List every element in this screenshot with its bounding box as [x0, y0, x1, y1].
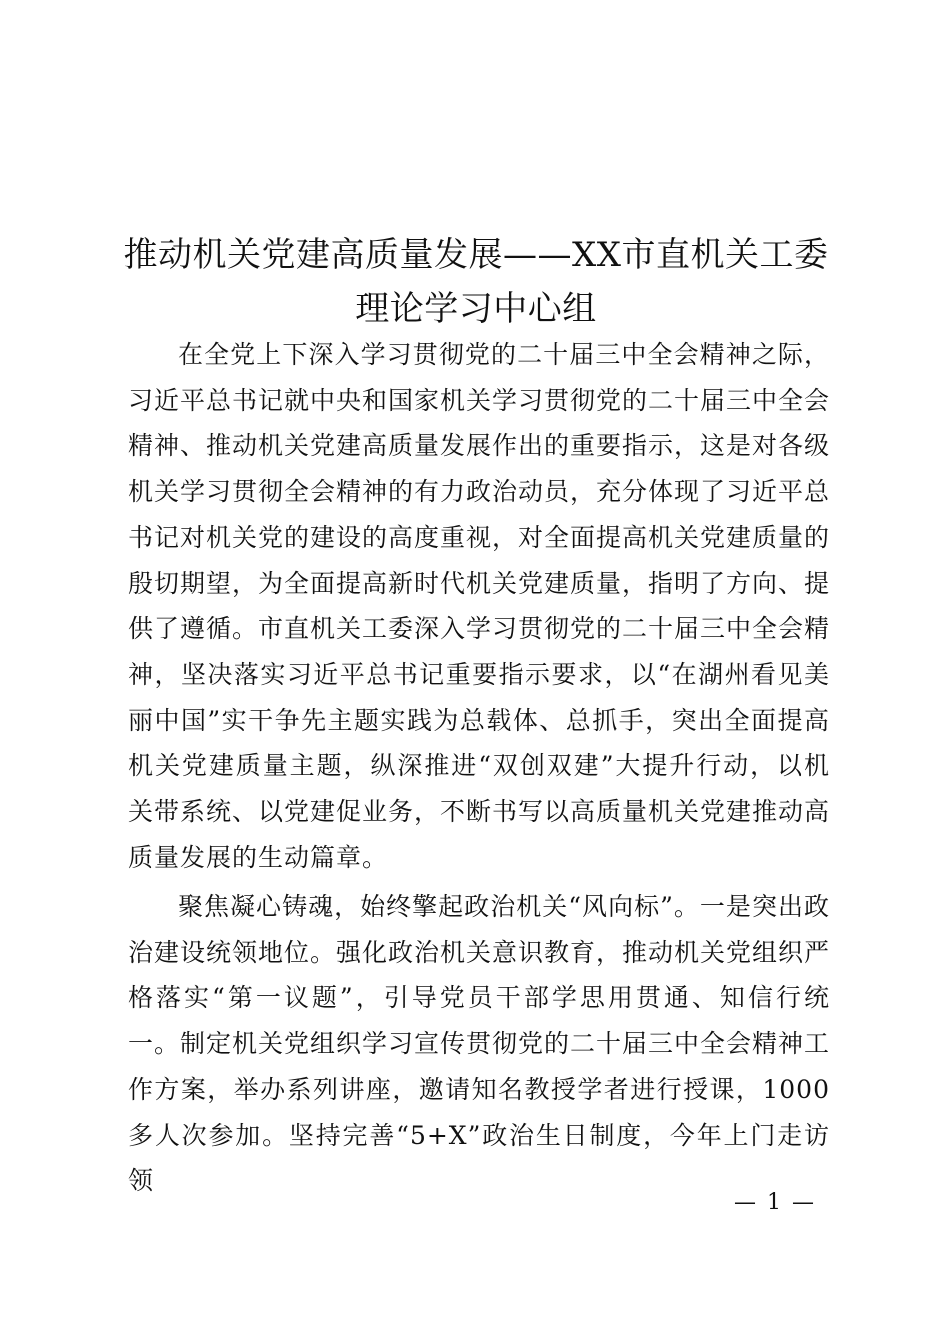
page-number: — 1 — — [734, 1190, 816, 1215]
body-paragraph-2: 聚焦凝心铸魂，始终擎起政治机关“风向标”。一是突出政治建设统领地位。强化政治机关意识教育，推动机关党组织严格落实“第一议题”，引导党员干部学思用贯通、知信行统一。制定机关党组织学习宣传贯彻党的二十届三中全会精神工作方案，举办系列讲座，邀请知名教授学者进行授课，1000多人次参加。坚持完善“5+X”政治生日制度，今年上门走访领 — [128, 892, 831, 1196]
document-title: 推动机关党建高质量发展——XX市直机关工委理论学习中心组 — [123, 235, 829, 329]
body-paragraph-1: 在全党上下深入学习贯彻党的二十届三中全会精神之际，习近平总书记就中央和国家机关学习贯彻党的二十届三中全会精神、推动机关党建高质量发展作出的重要指示，这是对各级机关学习贯彻全会精神的有力政治动员，充分体现了习近平总书记对机关党的建设的高度重视，对全面提高机关党建质量的殷切期望，为全面提高新时代机关党建质量，指明了方向、提供了遵循。市直机关工委深入学习贯彻党的二十届三中全会精神，坚决落实习近平总书记重要指示要求，以“在湖州看见美丽中国”实干争先主题实践为总载体、总抓手，突出全面提高机关党建质量主题，纵深推进“双创双建”大提升行动，以机关带系统、以党建促业务，不断书写以高质量机关党建推动高质量发展的生动篇章。 — [128, 340, 831, 872]
